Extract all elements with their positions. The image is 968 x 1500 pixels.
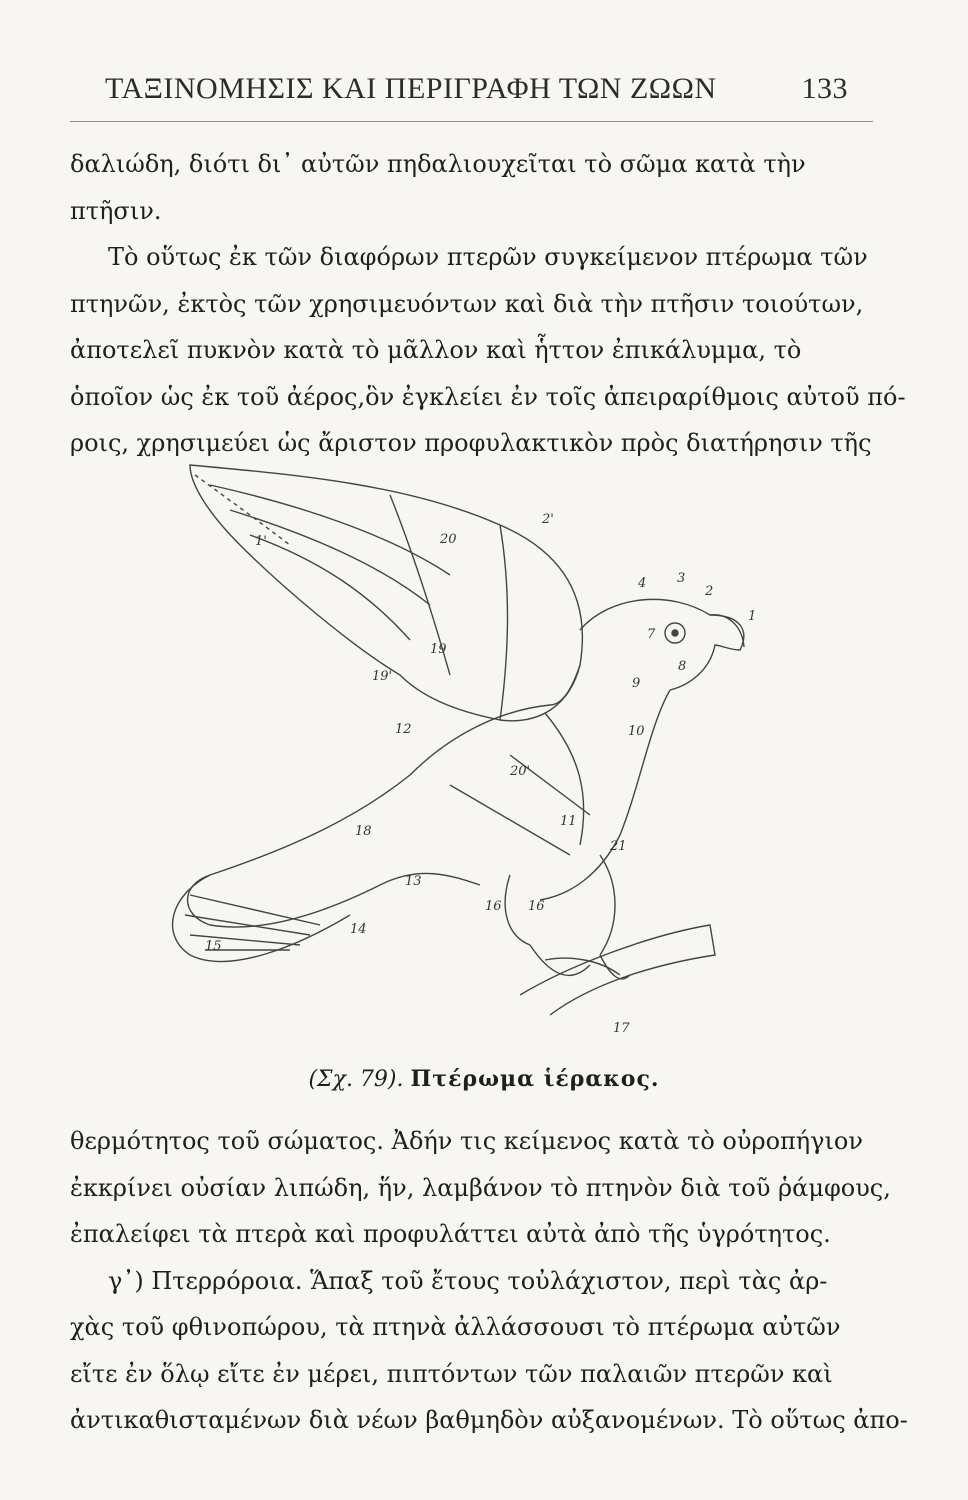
figure-label: 1 — [748, 609, 757, 624]
figure-label: 7 — [647, 627, 656, 642]
figure-label: 2 — [705, 584, 714, 599]
text-line: χὰς τοῦ φθινοπώρου, τὰ πτηνὰ ἀλλάσσουσι τὸ πτέρωμα αὐτῶν — [70, 1313, 841, 1341]
figure-label: 14 — [350, 922, 367, 937]
figure-label: 4 — [638, 576, 647, 591]
figure-label: 9 — [632, 676, 641, 691]
figure-label: 21 — [610, 839, 627, 854]
figure-label: 8 — [678, 659, 687, 674]
figure-label: 10 — [628, 724, 645, 739]
text-line: εἴτε ἐν ὅλῳ εἴτε ἐν μέρει, πιπτόντων τῶν παλαιῶν πτερῶν καὶ — [70, 1359, 833, 1388]
figure-label: 3 — [677, 571, 686, 586]
text-line: πτῆσιν. — [70, 196, 162, 225]
text-line: γ᾽) Πτερρόροια. Ἅπαξ τοῦ ἔτους τοὐλάχιστον, περὶ τὰς ἀρ- — [108, 1266, 828, 1295]
figure-label: 2' — [542, 512, 554, 527]
figure-label: 12 — [395, 722, 412, 737]
figure-label: 19' — [372, 669, 393, 684]
text-line: ἀντικαθισταμένων διὰ νέων βαθμηδὸν αὐξανομένων. Τὸ οὕτως ἀπο- — [70, 1406, 908, 1434]
figure-label: 16 — [528, 899, 545, 914]
figure-label: 20 — [440, 532, 457, 547]
figure-label: 17 — [613, 1021, 630, 1036]
page-number: 133 — [801, 72, 848, 105]
text-line: ἐπαλείφει τὰ πτερὰ καὶ προφυλάττει αὐτὰ ἀπὸ τῆς ὑγρότητος. — [70, 1220, 831, 1248]
figure-label: 16 — [485, 899, 502, 914]
text-line: ροις, χρησιμεύει ὡς ἄριστον προφυλακτικὸν πρὸς διατήρησιν τῆς — [70, 429, 872, 457]
top-text-block — [70, 141, 906, 467]
running-header — [105, 72, 848, 106]
caption-reference: (Σχ. 79). — [308, 1067, 404, 1092]
caption-title: Πτέρωμα ἱέρακος. — [410, 1066, 660, 1092]
figure-label: 11 — [560, 814, 577, 829]
falcon-plumage-illustration — [150, 455, 790, 1059]
figure-label: 15 — [205, 939, 222, 954]
figure-label: 18 — [355, 824, 372, 839]
header-rule — [70, 121, 873, 122]
figure-caption — [0, 1066, 968, 1092]
figure-label: 20' — [510, 764, 531, 779]
text-line: ἀποτελεῖ πυκνὸν κατὰ τὸ μᾶλλον καὶ ἧττον ἐπικάλυμμα, τὸ — [70, 336, 802, 364]
falcon-drawing — [150, 455, 790, 1055]
text-line: ἐκκρίνει οὐσίαν λιπώδη, ἥν, λαμβάνον τὸ πτηνὸν διὰ τοῦ ῥάμφους, — [70, 1173, 891, 1202]
text-line: δαλιώδη, διότι δι᾽ αὐτῶν πηδαλιουχεῖται τὸ σῶμα κατὰ τὴν — [70, 150, 806, 178]
text-line: Τὸ οὕτως ἐκ τῶν διαφόρων πτερῶν συγκείμενον πτέρωμα τῶν — [108, 243, 868, 271]
text-line: θερμότητος τοῦ σώματος. Ἀδήν τις κείμενος κατὰ τὸ οὐροπήγιον — [70, 1127, 863, 1155]
header-title: ΤΑΞΙΝΟΜΗΣΙΣ ΚΑΙ ΠΕΡΙΓΡΑΦΗ ΤΩΝ ΖΩΩΝ — [105, 72, 717, 105]
bottom-text-block — [70, 1118, 908, 1444]
figure-label: 13 — [405, 874, 422, 889]
figure-label: 19 — [430, 642, 447, 657]
text-line: πτηνῶν, ἐκτὸς τῶν χρησιμευόντων καὶ διὰ τὴν πτῆσιν τοιούτων, — [70, 289, 864, 318]
text-line: ὁποῖον ὡς ἐκ τοῦ ἀέρος,ὃν ἐγκλείει ἐν τοῖς ἀπειραρίθμοις αὐτοῦ πό- — [70, 382, 906, 411]
figure-label: 1' — [255, 534, 267, 549]
